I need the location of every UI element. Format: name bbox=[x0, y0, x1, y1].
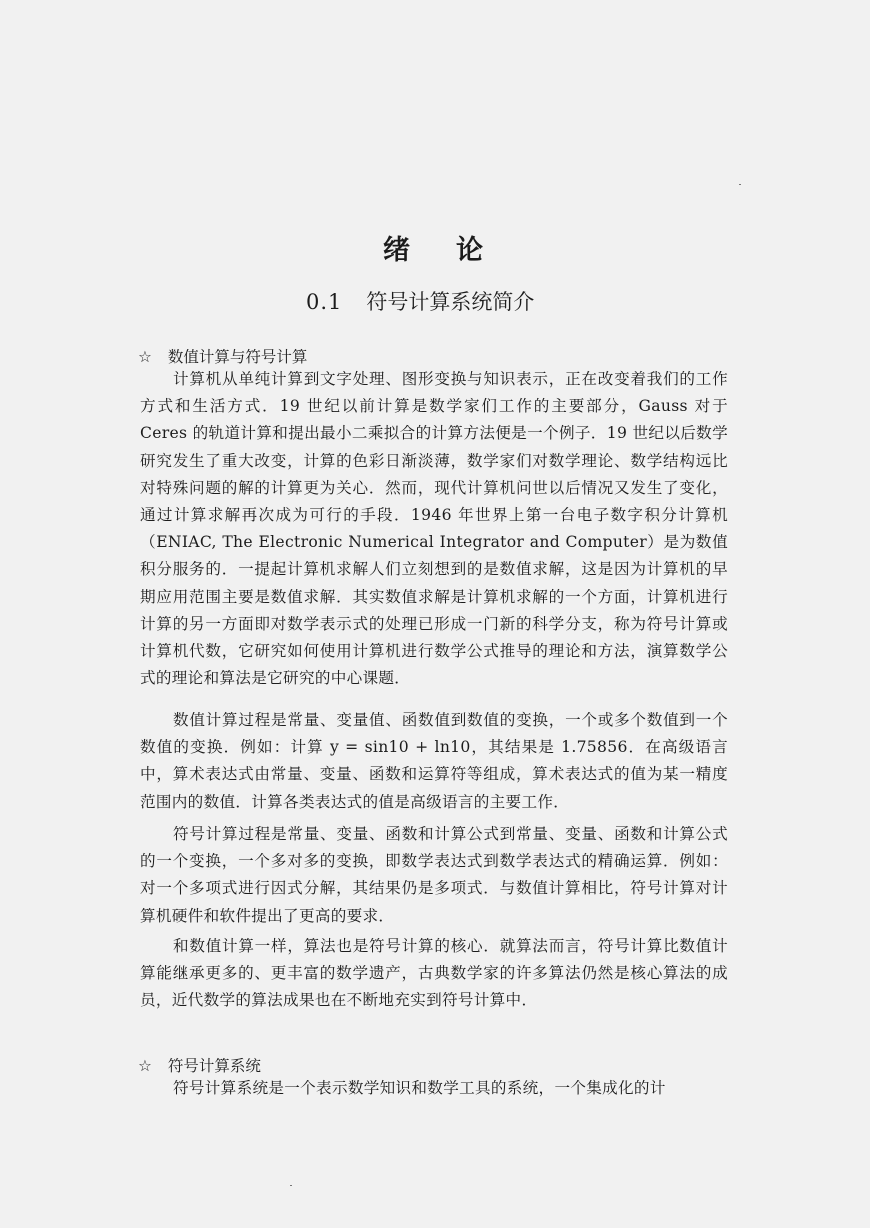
section-number: 0.1 bbox=[306, 290, 343, 314]
paragraph: 数值计算过程是常量、变量值、函数值到数值的变换，一个或多个数值到一个数值的变换．例如：计算 y = sin10 + ln10，其结果是 1.75856．在高级语言中，算术表达式由常量、变量、函数和运算符等组成，算术表达式的值为某一精度范围内的数值．计算各类表达式的值是高级语言的主要工作． bbox=[140, 711, 728, 811]
chapter-title: 绪论 bbox=[383, 235, 529, 266]
star-icon: ☆ bbox=[138, 348, 152, 366]
heading-text: 符号计算系统 bbox=[167, 1057, 261, 1075]
heading-text: 数值计算与符号计算 bbox=[167, 348, 308, 366]
scan-speck bbox=[290, 1185, 292, 1186]
star-icon: ☆ bbox=[138, 1057, 152, 1075]
heading-symbolic-system bbox=[138, 1054, 261, 1076]
section-title-text: 符号计算系统简介 bbox=[366, 290, 535, 314]
heading-numeric-symbolic bbox=[138, 345, 307, 367]
paragraph: 计算机从单纯计算到文字处理、图形变换与知识表示，正在改变着我们的工作方式和生活方式．19 世纪以前计算是数学家们工作的主要部分，Gauss 对于 Ceres 的轨道计算和提出最小二乘拟合的计算方法便是一个例子．19 世纪以后数学研究发生了重大改变，计算的色彩日渐淡薄，数学家们对数学理论、数学结构远比对特殊问题的解的计算更为关心．然而，现代计算机问世以后情况又发生了变化，通过计算求解再次成为可行的手段．1946 年世界上第一台电子数字积分计算机（ENIAC, The Electronic Numerical Integrator and Computer）是为数值积分服务的．一提起计算机求解人们立刻想到的是数值求解，这是因为计算机的早期应用范围主要是数值求解．其实数值求解是计算机求解的一个方面，计算机进行计算的另一方面即对数学表示式的处理已形成一门新的科学分支，称为符号计算或计算机代数，它研究如何使用计算机进行数学公式推导的理论和方法，演算数学公式的理论和算法是它研究的中心课题． bbox=[140, 370, 728, 688]
section-title bbox=[306, 286, 534, 316]
scan-speck bbox=[739, 184, 741, 185]
paragraph: 和数值计算一样，算法也是符号计算的核心．就算法而言，符号计算比数值计算能继承更多的、更丰富的数学遗产，古典数学家的许多算法仍然是核心算法的成员，近代数学的算法成果也在不断地充实到符号计算中． bbox=[140, 937, 728, 1010]
paragraph: 符号计算系统是一个表示数学知识和数学工具的系统，一个集成化的计 bbox=[173, 1079, 666, 1097]
paragraph: 符号计算过程是常量、变量、函数和计算公式到常量、变量、函数和计算公式的一个变换，一个多对多的变换，即数学表达式到数学表达式的精确运算．例如：对一个多项式进行因式分解，其结果仍是多项式．与数值计算相比，符号计算对计算机硬件和软件提出了更高的要求． bbox=[140, 825, 728, 925]
